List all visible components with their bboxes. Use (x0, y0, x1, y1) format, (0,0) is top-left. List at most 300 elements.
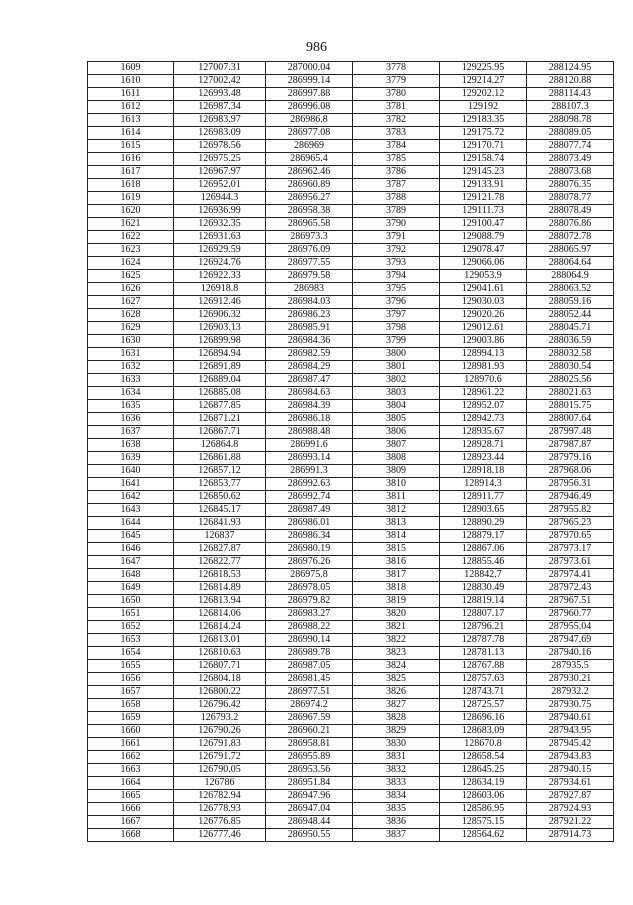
x-coordinate-right-cell: 128787.78 (440, 634, 527, 647)
y-coordinate-left-cell: 286956.27 (266, 192, 353, 205)
x-coordinate-right-cell: 128918.18 (440, 465, 527, 478)
table-row (88, 634, 614, 647)
table-row (88, 608, 614, 621)
table-row (88, 179, 614, 192)
x-coordinate-left-cell: 126814.89 (174, 582, 266, 595)
x-coordinate-right-cell: 128942.73 (440, 413, 527, 426)
table-row (88, 270, 614, 283)
y-coordinate-right-cell: 287974.41 (527, 569, 614, 582)
y-coordinate-left-cell: 286965.58 (266, 218, 353, 231)
x-coordinate-right-cell: 128879.17 (440, 530, 527, 543)
point-number-right-cell: 3781 (353, 101, 440, 114)
table-row (88, 296, 614, 309)
table-row (88, 231, 614, 244)
point-number-right-cell: 3813 (353, 517, 440, 530)
y-coordinate-left-cell: 286982.59 (266, 348, 353, 361)
y-coordinate-right-cell: 288076.35 (527, 179, 614, 192)
x-coordinate-left-cell: 126827.87 (174, 543, 266, 556)
table-row (88, 595, 614, 608)
y-coordinate-right-cell: 287955.04 (527, 621, 614, 634)
point-number-left-cell: 1651 (88, 608, 174, 621)
x-coordinate-right-cell: 128952.07 (440, 400, 527, 413)
y-coordinate-right-cell: 287973.61 (527, 556, 614, 569)
x-coordinate-right-cell: 129111.73 (440, 205, 527, 218)
x-coordinate-right-cell: 128575.15 (440, 816, 527, 829)
y-coordinate-right-cell: 287930.21 (527, 673, 614, 686)
x-coordinate-left-cell: 126932.35 (174, 218, 266, 231)
point-number-left-cell: 1648 (88, 569, 174, 582)
point-number-right-cell: 3787 (353, 179, 440, 192)
table-row (88, 452, 614, 465)
point-number-left-cell: 1654 (88, 647, 174, 660)
point-number-left-cell: 1622 (88, 231, 174, 244)
point-number-right-cell: 3803 (353, 387, 440, 400)
y-coordinate-left-cell: 286977.08 (266, 127, 353, 140)
table-row (88, 491, 614, 504)
x-coordinate-right-cell: 129100.47 (440, 218, 527, 231)
table-row (88, 322, 614, 335)
y-coordinate-left-cell: 286955.89 (266, 751, 353, 764)
table-row (88, 790, 614, 803)
x-coordinate-left-cell: 126804.18 (174, 673, 266, 686)
point-number-left-cell: 1653 (88, 634, 174, 647)
point-number-left-cell: 1612 (88, 101, 174, 114)
x-coordinate-right-cell: 128645.25 (440, 764, 527, 777)
x-coordinate-right-cell: 129012.61 (440, 322, 527, 335)
point-number-left-cell: 1627 (88, 296, 174, 309)
table-row (88, 478, 614, 491)
table-row (88, 439, 614, 452)
table-row (88, 348, 614, 361)
point-number-right-cell: 3808 (353, 452, 440, 465)
point-number-right-cell: 3826 (353, 686, 440, 699)
x-coordinate-right-cell: 128564.62 (440, 829, 527, 842)
y-coordinate-right-cell: 287945.42 (527, 738, 614, 751)
point-number-left-cell: 1616 (88, 153, 174, 166)
y-coordinate-left-cell: 286987.05 (266, 660, 353, 673)
y-coordinate-right-cell: 287979.16 (527, 452, 614, 465)
y-coordinate-left-cell: 286984.63 (266, 387, 353, 400)
point-number-left-cell: 1645 (88, 530, 174, 543)
point-number-right-cell: 3779 (353, 75, 440, 88)
y-coordinate-left-cell: 286986.18 (266, 413, 353, 426)
x-coordinate-left-cell: 126791.72 (174, 751, 266, 764)
y-coordinate-right-cell: 287970.65 (527, 530, 614, 543)
x-coordinate-left-cell: 126975.25 (174, 153, 266, 166)
y-coordinate-left-cell: 286986.23 (266, 309, 353, 322)
point-number-left-cell: 1639 (88, 452, 174, 465)
point-number-left-cell: 1636 (88, 413, 174, 426)
x-coordinate-right-cell: 129158.74 (440, 153, 527, 166)
point-number-right-cell: 3804 (353, 400, 440, 413)
y-coordinate-right-cell: 288089.05 (527, 127, 614, 140)
x-coordinate-left-cell: 126918.8 (174, 283, 266, 296)
point-number-left-cell: 1660 (88, 725, 174, 738)
table-row (88, 751, 614, 764)
y-coordinate-right-cell: 288124.95 (527, 62, 614, 75)
x-coordinate-right-cell: 128855.46 (440, 556, 527, 569)
point-number-right-cell: 3792 (353, 244, 440, 257)
point-number-left-cell: 1629 (88, 322, 174, 335)
y-coordinate-right-cell: 287921.22 (527, 816, 614, 829)
point-number-right-cell: 3829 (353, 725, 440, 738)
y-coordinate-left-cell: 286965.4 (266, 153, 353, 166)
page-number: 986 (306, 40, 327, 55)
x-coordinate-right-cell: 129175.72 (440, 127, 527, 140)
table-row (88, 257, 614, 270)
y-coordinate-left-cell: 286992.63 (266, 478, 353, 491)
y-coordinate-right-cell: 288114.43 (527, 88, 614, 101)
point-number-left-cell: 1625 (88, 270, 174, 283)
y-coordinate-left-cell: 286958.38 (266, 205, 353, 218)
x-coordinate-left-cell: 126777.46 (174, 829, 266, 842)
x-coordinate-right-cell: 128696.16 (440, 712, 527, 725)
x-coordinate-right-cell: 128781.13 (440, 647, 527, 660)
x-coordinate-left-cell: 126822.77 (174, 556, 266, 569)
point-number-left-cell: 1614 (88, 127, 174, 140)
point-number-right-cell: 3778 (353, 62, 440, 75)
x-coordinate-right-cell: 128658.54 (440, 751, 527, 764)
x-coordinate-right-cell: 129030.03 (440, 296, 527, 309)
x-coordinate-right-cell: 128757.63 (440, 673, 527, 686)
coordinates-table (87, 61, 614, 842)
point-number-left-cell: 1631 (88, 348, 174, 361)
y-coordinate-left-cell: 286947.96 (266, 790, 353, 803)
x-coordinate-left-cell: 126903.13 (174, 322, 266, 335)
x-coordinate-left-cell: 126791.83 (174, 738, 266, 751)
point-number-left-cell: 1610 (88, 75, 174, 88)
point-number-right-cell: 3814 (353, 530, 440, 543)
point-number-right-cell: 3818 (353, 582, 440, 595)
point-number-right-cell: 3812 (353, 504, 440, 517)
point-number-left-cell: 1641 (88, 478, 174, 491)
table-row (88, 335, 614, 348)
point-number-left-cell: 1663 (88, 764, 174, 777)
table-row (88, 530, 614, 543)
x-coordinate-right-cell: 128911.77 (440, 491, 527, 504)
y-coordinate-right-cell: 288025.56 (527, 374, 614, 387)
x-coordinate-right-cell: 128970.6 (440, 374, 527, 387)
x-coordinate-left-cell: 126944.3 (174, 192, 266, 205)
point-number-right-cell: 3796 (353, 296, 440, 309)
x-coordinate-right-cell: 129214.27 (440, 75, 527, 88)
x-coordinate-right-cell: 128819.14 (440, 595, 527, 608)
point-number-right-cell: 3809 (353, 465, 440, 478)
point-number-right-cell: 3832 (353, 764, 440, 777)
point-number-right-cell: 3822 (353, 634, 440, 647)
x-coordinate-left-cell: 126796.42 (174, 699, 266, 712)
y-coordinate-right-cell: 287967.51 (527, 595, 614, 608)
x-coordinate-left-cell: 126793.2 (174, 712, 266, 725)
x-coordinate-left-cell: 126952.01 (174, 179, 266, 192)
table-row (88, 699, 614, 712)
y-coordinate-right-cell: 287943.95 (527, 725, 614, 738)
x-coordinate-right-cell: 128867.06 (440, 543, 527, 556)
x-coordinate-left-cell: 126899.98 (174, 335, 266, 348)
y-coordinate-left-cell: 286997.88 (266, 88, 353, 101)
x-coordinate-right-cell: 128586.95 (440, 803, 527, 816)
y-coordinate-right-cell: 287997.48 (527, 426, 614, 439)
point-number-left-cell: 1644 (88, 517, 174, 530)
y-coordinate-right-cell: 288063.52 (527, 283, 614, 296)
point-number-right-cell: 3785 (353, 153, 440, 166)
point-number-right-cell: 3836 (353, 816, 440, 829)
x-coordinate-left-cell: 126818.53 (174, 569, 266, 582)
x-coordinate-left-cell: 126929.59 (174, 244, 266, 257)
point-number-right-cell: 3789 (353, 205, 440, 218)
x-coordinate-left-cell: 126814.24 (174, 621, 266, 634)
y-coordinate-left-cell: 286999.14 (266, 75, 353, 88)
x-coordinate-right-cell: 128767.88 (440, 660, 527, 673)
y-coordinate-left-cell: 286993.14 (266, 452, 353, 465)
x-coordinate-left-cell: 126906.32 (174, 309, 266, 322)
table-row (88, 244, 614, 257)
y-coordinate-right-cell: 287924.93 (527, 803, 614, 816)
table-row (88, 101, 614, 114)
x-coordinate-left-cell: 126861.88 (174, 452, 266, 465)
table-row (88, 465, 614, 478)
y-coordinate-left-cell: 286983 (266, 283, 353, 296)
table-row (88, 361, 614, 374)
table-row (88, 205, 614, 218)
y-coordinate-right-cell: 288007.64 (527, 413, 614, 426)
x-coordinate-right-cell: 128796.21 (440, 621, 527, 634)
y-coordinate-right-cell: 288036.59 (527, 335, 614, 348)
table-row (88, 387, 614, 400)
x-coordinate-left-cell: 126850.62 (174, 491, 266, 504)
table-row (88, 673, 614, 686)
table-row (88, 777, 614, 790)
y-coordinate-left-cell: 286984.39 (266, 400, 353, 413)
point-number-right-cell: 3833 (353, 777, 440, 790)
x-coordinate-left-cell: 126813.94 (174, 595, 266, 608)
x-coordinate-right-cell: 128807.17 (440, 608, 527, 621)
x-coordinate-right-cell: 129088.79 (440, 231, 527, 244)
y-coordinate-left-cell: 286987.47 (266, 374, 353, 387)
x-coordinate-right-cell: 128890.29 (440, 517, 527, 530)
y-coordinate-left-cell: 286991.6 (266, 439, 353, 452)
table-row (88, 621, 614, 634)
point-number-right-cell: 3807 (353, 439, 440, 452)
table-row (88, 686, 614, 699)
y-coordinate-right-cell: 287956.31 (527, 478, 614, 491)
table-row (88, 88, 614, 101)
point-number-right-cell: 3782 (353, 114, 440, 127)
point-number-right-cell: 3827 (353, 699, 440, 712)
point-number-right-cell: 3811 (353, 491, 440, 504)
x-coordinate-left-cell: 126867.71 (174, 426, 266, 439)
point-number-left-cell: 1635 (88, 400, 174, 413)
y-coordinate-right-cell: 288098.78 (527, 114, 614, 127)
y-coordinate-left-cell: 286986.8 (266, 114, 353, 127)
y-coordinate-right-cell: 287943.83 (527, 751, 614, 764)
point-number-left-cell: 1656 (88, 673, 174, 686)
point-number-right-cell: 3815 (353, 543, 440, 556)
y-coordinate-left-cell: 286986.34 (266, 530, 353, 543)
point-number-right-cell: 3824 (353, 660, 440, 673)
point-number-left-cell: 1630 (88, 335, 174, 348)
point-number-right-cell: 3799 (353, 335, 440, 348)
point-number-right-cell: 3805 (353, 413, 440, 426)
x-coordinate-right-cell: 128725.57 (440, 699, 527, 712)
y-coordinate-left-cell: 286979.58 (266, 270, 353, 283)
point-number-left-cell: 1658 (88, 699, 174, 712)
table-row (88, 426, 614, 439)
x-coordinate-right-cell: 128634.19 (440, 777, 527, 790)
point-number-right-cell: 3817 (353, 569, 440, 582)
y-coordinate-left-cell: 286969 (266, 140, 353, 153)
point-number-right-cell: 3820 (353, 608, 440, 621)
point-number-right-cell: 3791 (353, 231, 440, 244)
coordinates-table-body (88, 62, 614, 842)
y-coordinate-left-cell: 286976.26 (266, 556, 353, 569)
x-coordinate-right-cell: 129170.71 (440, 140, 527, 153)
y-coordinate-right-cell: 288077.74 (527, 140, 614, 153)
y-coordinate-right-cell: 287946.49 (527, 491, 614, 504)
x-coordinate-right-cell: 129066.06 (440, 257, 527, 270)
y-coordinate-left-cell: 286983.27 (266, 608, 353, 621)
point-number-right-cell: 3793 (353, 257, 440, 270)
point-number-right-cell: 3802 (353, 374, 440, 387)
x-coordinate-left-cell: 126810.63 (174, 647, 266, 660)
point-number-right-cell: 3788 (353, 192, 440, 205)
y-coordinate-right-cell: 287972.43 (527, 582, 614, 595)
x-coordinate-right-cell: 129003.86 (440, 335, 527, 348)
y-coordinate-left-cell: 286988.48 (266, 426, 353, 439)
y-coordinate-right-cell: 287940.61 (527, 712, 614, 725)
y-coordinate-right-cell: 287934.61 (527, 777, 614, 790)
y-coordinate-right-cell: 288078.49 (527, 205, 614, 218)
x-coordinate-right-cell: 129078.47 (440, 244, 527, 257)
y-coordinate-left-cell: 286974.2 (266, 699, 353, 712)
y-coordinate-right-cell: 288107.3 (527, 101, 614, 114)
x-coordinate-left-cell: 126967.97 (174, 166, 266, 179)
x-coordinate-left-cell: 126936.99 (174, 205, 266, 218)
point-number-left-cell: 1632 (88, 361, 174, 374)
x-coordinate-left-cell: 126800.22 (174, 686, 266, 699)
x-coordinate-right-cell: 129225.95 (440, 62, 527, 75)
x-coordinate-right-cell: 128994.13 (440, 348, 527, 361)
y-coordinate-right-cell: 288015.75 (527, 400, 614, 413)
y-coordinate-left-cell: 286947.04 (266, 803, 353, 816)
point-number-left-cell: 1640 (88, 465, 174, 478)
x-coordinate-left-cell: 126924.76 (174, 257, 266, 270)
x-coordinate-left-cell: 126889.04 (174, 374, 266, 387)
x-coordinate-left-cell: 126983.97 (174, 114, 266, 127)
point-number-left-cell: 1668 (88, 829, 174, 842)
x-coordinate-left-cell: 127002.42 (174, 75, 266, 88)
point-number-right-cell: 3783 (353, 127, 440, 140)
y-coordinate-right-cell: 288072.78 (527, 231, 614, 244)
x-coordinate-left-cell: 126877.85 (174, 400, 266, 413)
table-row (88, 309, 614, 322)
table-row (88, 647, 614, 660)
y-coordinate-right-cell: 287927.87 (527, 790, 614, 803)
table-row (88, 582, 614, 595)
point-number-left-cell: 1647 (88, 556, 174, 569)
x-coordinate-left-cell: 126993.48 (174, 88, 266, 101)
point-number-left-cell: 1611 (88, 88, 174, 101)
y-coordinate-left-cell: 286950.55 (266, 829, 353, 842)
y-coordinate-right-cell: 287968.06 (527, 465, 614, 478)
table-row (88, 400, 614, 413)
point-number-left-cell: 1642 (88, 491, 174, 504)
point-number-left-cell: 1643 (88, 504, 174, 517)
y-coordinate-left-cell: 286981.45 (266, 673, 353, 686)
table-row (88, 62, 614, 75)
point-number-right-cell: 3800 (353, 348, 440, 361)
x-coordinate-left-cell: 126807.71 (174, 660, 266, 673)
point-number-right-cell: 3810 (353, 478, 440, 491)
point-number-left-cell: 1659 (88, 712, 174, 725)
table-row (88, 374, 614, 387)
y-coordinate-right-cell: 288045.71 (527, 322, 614, 335)
y-coordinate-left-cell: 286948.44 (266, 816, 353, 829)
x-coordinate-left-cell: 126864.8 (174, 439, 266, 452)
x-coordinate-right-cell: 128842.7 (440, 569, 527, 582)
table-row (88, 569, 614, 582)
y-coordinate-left-cell: 286986.01 (266, 517, 353, 530)
x-coordinate-left-cell: 126922.33 (174, 270, 266, 283)
point-number-right-cell: 3837 (353, 829, 440, 842)
point-number-right-cell: 3786 (353, 166, 440, 179)
point-number-left-cell: 1652 (88, 621, 174, 634)
y-coordinate-right-cell: 287935.5 (527, 660, 614, 673)
x-coordinate-right-cell: 128981.93 (440, 361, 527, 374)
x-coordinate-left-cell: 126912.46 (174, 296, 266, 309)
table-row (88, 660, 614, 673)
table-row (88, 218, 614, 231)
table-row (88, 556, 614, 569)
y-coordinate-right-cell: 287947.69 (527, 634, 614, 647)
point-number-left-cell: 1667 (88, 816, 174, 829)
x-coordinate-right-cell: 129121.78 (440, 192, 527, 205)
point-number-right-cell: 3798 (353, 322, 440, 335)
table-row (88, 283, 614, 296)
y-coordinate-left-cell: 286991.3 (266, 465, 353, 478)
table-row (88, 140, 614, 153)
y-coordinate-left-cell: 286987.49 (266, 504, 353, 517)
point-number-left-cell: 1661 (88, 738, 174, 751)
point-number-left-cell: 1609 (88, 62, 174, 75)
point-number-right-cell: 3794 (353, 270, 440, 283)
y-coordinate-right-cell: 287960.77 (527, 608, 614, 621)
point-number-left-cell: 1638 (88, 439, 174, 452)
point-number-left-cell: 1655 (88, 660, 174, 673)
x-coordinate-left-cell: 126790.05 (174, 764, 266, 777)
x-coordinate-right-cell: 129041.61 (440, 283, 527, 296)
x-coordinate-left-cell: 126894.94 (174, 348, 266, 361)
x-coordinate-right-cell: 129192 (440, 101, 527, 114)
y-coordinate-right-cell: 288073.68 (527, 166, 614, 179)
y-coordinate-right-cell: 288064.64 (527, 257, 614, 270)
table-row (88, 829, 614, 842)
point-number-left-cell: 1620 (88, 205, 174, 218)
point-number-left-cell: 1618 (88, 179, 174, 192)
point-number-right-cell: 3790 (353, 218, 440, 231)
y-coordinate-right-cell: 287940.16 (527, 647, 614, 660)
point-number-right-cell: 3831 (353, 751, 440, 764)
table-row (88, 738, 614, 751)
point-number-right-cell: 3825 (353, 673, 440, 686)
point-number-left-cell: 1662 (88, 751, 174, 764)
x-coordinate-left-cell: 126931.63 (174, 231, 266, 244)
point-number-left-cell: 1617 (88, 166, 174, 179)
point-number-right-cell: 3797 (353, 309, 440, 322)
point-number-right-cell: 3834 (353, 790, 440, 803)
x-coordinate-left-cell: 126891.89 (174, 361, 266, 374)
point-number-right-cell: 3819 (353, 595, 440, 608)
